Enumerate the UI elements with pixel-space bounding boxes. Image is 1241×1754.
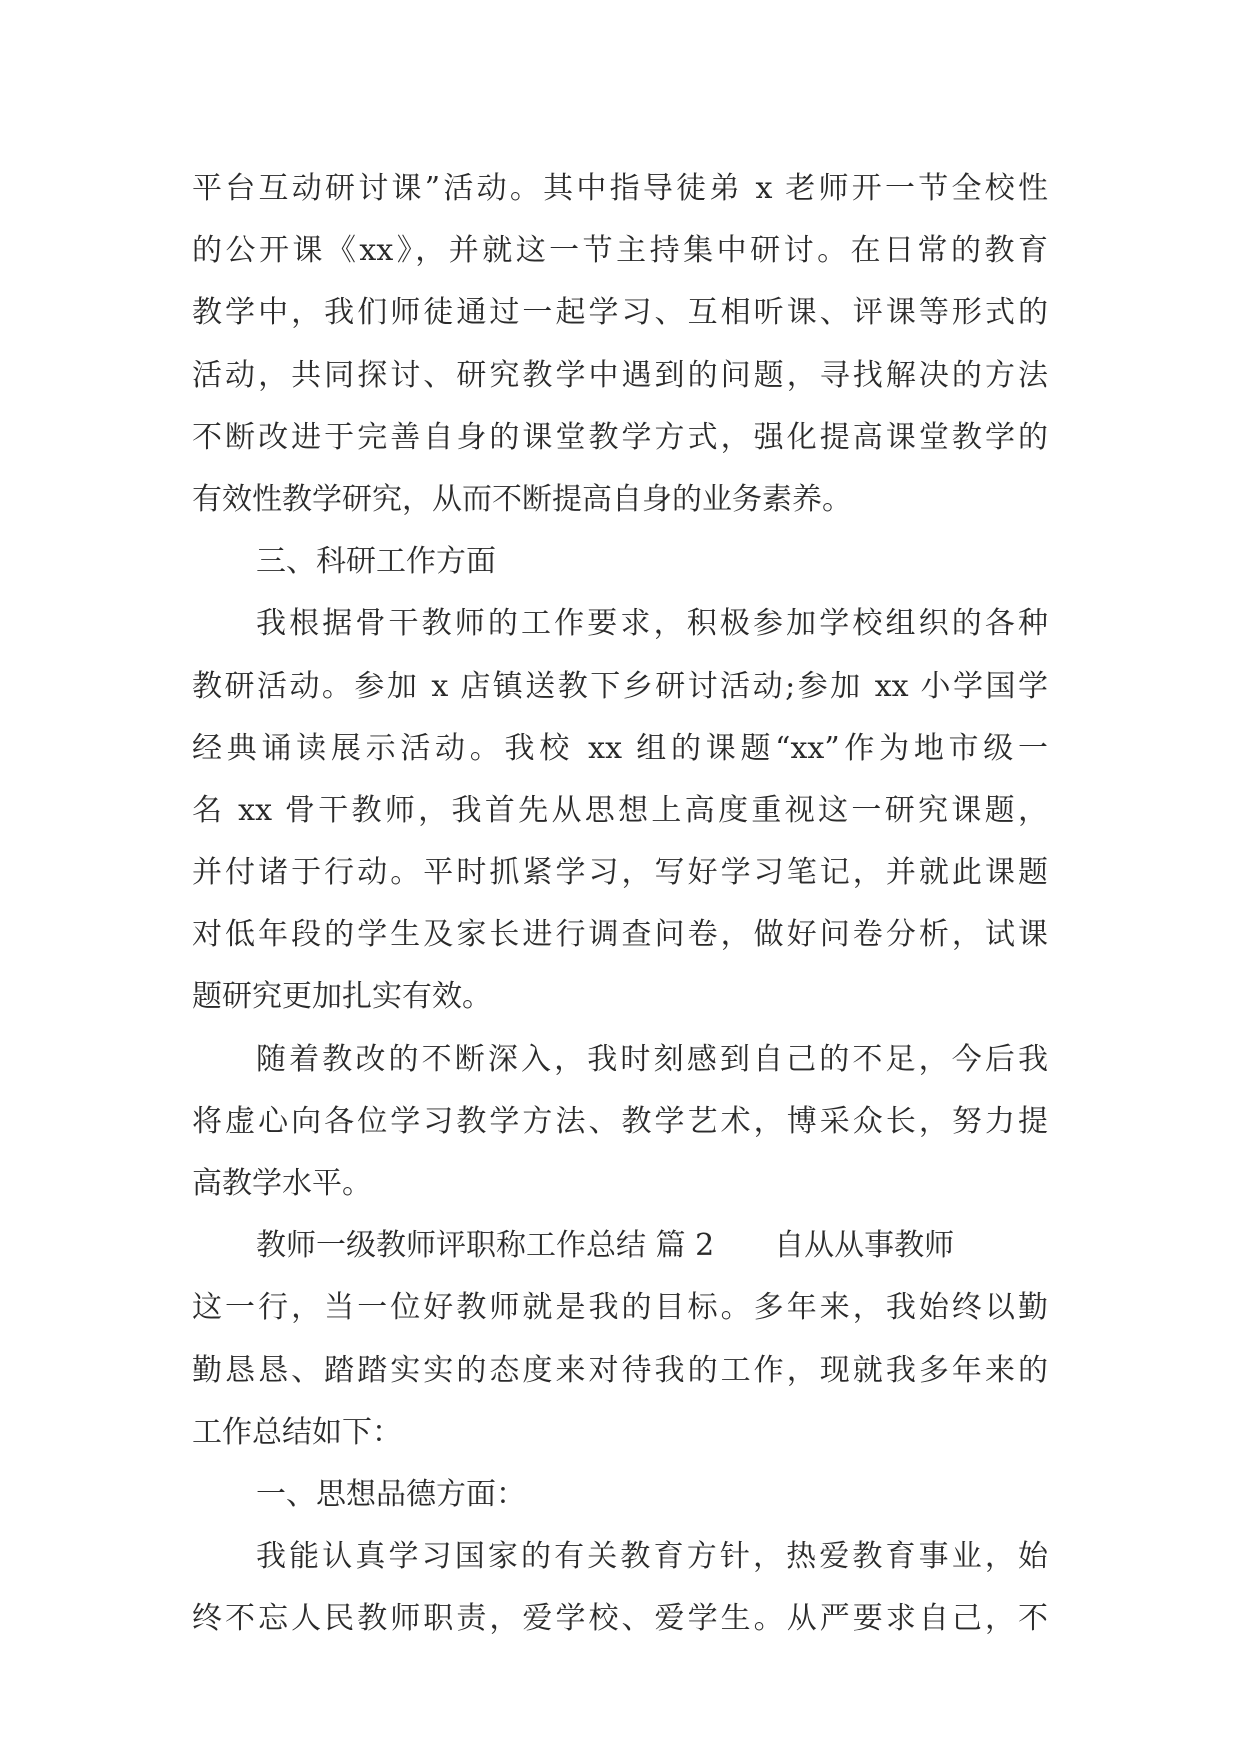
text-line: 对低年段的学生及家长进行调查问卷，做好问卷分析，试课 <box>192 917 1048 953</box>
text-line: 活动，共同探讨、研究教学中遇到的问题，寻找解决的方法 <box>192 357 1048 393</box>
text-line: 工作总结如下： <box>192 1414 402 1450</box>
section-heading: 一、思想品德方面： <box>256 1476 526 1512</box>
article-title: 教师一级教师评职称工作总结 篇 2 <box>256 1228 715 1264</box>
text-line: 我根据骨干教师的工作要求，积极参加学校组织的各种 <box>256 606 1048 642</box>
text-line: 随着教改的不断深入，我时刻感到自己的不足，今后我 <box>256 1041 1048 1077</box>
text-line: 并付诸于行动。平时抓紧学习，写好学习笔记，并就此课题 <box>192 855 1048 891</box>
text-line: 将虚心向各位学习教学方法、教学艺术，博采众长，努力提 <box>192 1103 1048 1139</box>
text-line: 这一行，当一位好教师就是我的目标。多年来，我始终以勤 <box>192 1290 1048 1326</box>
text-line: 的公开课《xx》，并就这一节主持集中研讨。在日常的教育 <box>192 233 1048 269</box>
text-line: 名 xx 骨干教师，我首先从思想上高度重视这一研究课题， <box>192 792 1048 828</box>
text-line: 终不忘人民教师职责，爱学校、爱学生。从严要求自己，不 <box>192 1601 1048 1637</box>
article-title-line <box>192 1215 1048 1277</box>
text-segment: 自从从事教师 <box>774 1228 955 1264</box>
text-line: 有效性教学研究，从而不断提高自身的业务素养。 <box>192 481 852 517</box>
text-line: 教研活动。参加 x 店镇送教下乡研讨活动;参加 xx 小学国学 <box>192 668 1048 704</box>
text-line: 教学中，我们师徒通过一起学习、互相听课、评课等形式的 <box>192 295 1048 331</box>
text-line: 平台互动研讨课”活动。其中指导徒弟 x 老师开一节全校性 <box>192 171 1048 206</box>
text-line: 勤恳恳、踏踏实实的态度来对待我的工作，现就我多年来的 <box>192 1352 1048 1388</box>
section-heading: 三、科研工作方面 <box>256 544 496 580</box>
text-line: 经典诵读展示活动。我校 xx 组的课题“xx”作为地市级一 <box>192 730 1048 766</box>
text-line: 题研究更加扎实有效。 <box>192 979 492 1015</box>
text-line: 不断改进于完善自身的课堂教学方式，强化提高课堂教学的 <box>192 419 1048 455</box>
text-line: 我能认真学习国家的有关教育方针，热爱教育事业，始 <box>256 1539 1048 1575</box>
text-line: 高教学水平。 <box>192 1166 372 1201</box>
document-body <box>192 158 1048 1651</box>
